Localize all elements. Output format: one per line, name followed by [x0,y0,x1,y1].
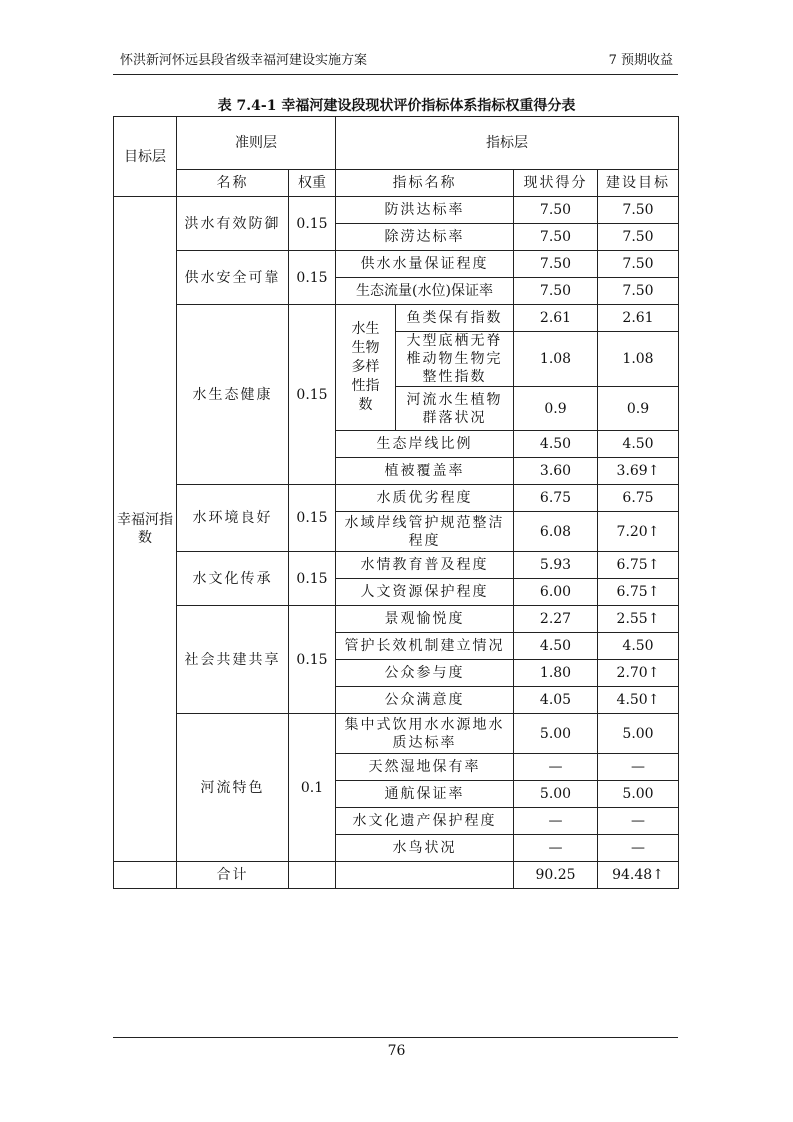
header-row-1 [114,117,679,170]
indicator-name: 水文化遗产保护程度 [336,808,514,835]
criteria-weight: 0.15 [289,197,336,251]
indicator-name: 集中式饮用水水源地水质达标率 [336,714,514,754]
current-score: 4.50 [514,431,598,458]
target-value: 1.08 [598,332,679,387]
criteria-weight: 0.15 [289,606,336,714]
current-score: 2.61 [514,305,598,332]
target-value: 7.50 [598,251,679,278]
target-value: 7.50 [598,197,679,224]
total-empty-cell [114,862,177,889]
current-score: 6.08 [514,512,598,552]
current-score: 5.00 [514,714,598,754]
header-rule [113,74,678,75]
table-row [114,251,679,278]
indicator-name: 人文资源保护程度 [336,579,514,606]
indicator-name: 河流水生植物群落状况 [396,387,514,431]
target-value: 5.00 [598,781,679,808]
target-value: 0.9 [598,387,679,431]
current-score: 7.50 [514,224,598,251]
header-indicator-name: 指标名称 [336,170,514,197]
indicator-weight-table [113,116,679,889]
current-score: 7.50 [514,278,598,305]
target-value: 2.70↑ [598,660,679,687]
current-score: 7.50 [514,251,598,278]
criteria-name: 供水安全可靠 [177,251,289,305]
indicator-name: 防洪达标率 [336,197,514,224]
indicator-name: 公众参与度 [336,660,514,687]
criteria-weight: 0.15 [289,485,336,552]
indicator-name: 水域岸线管护规范整洁程度 [336,512,514,552]
total-current-score: 90.25 [514,862,598,889]
total-label: 合计 [177,862,289,889]
running-header-title: 怀洪新河怀远县段省级幸福河建设实施方案 [120,53,368,68]
current-score: 6.00 [514,579,598,606]
indicator-name: 大型底栖无脊椎动物生物完整性指数 [396,332,514,387]
current-score: — [514,808,598,835]
header-target-value: 建设目标 [598,170,679,197]
current-score: — [514,835,598,862]
current-score: 4.50 [514,633,598,660]
indicator-name: 水情教育普及程度 [336,552,514,579]
current-score: 5.00 [514,781,598,808]
header-current-score: 现状得分 [514,170,598,197]
criteria-name: 水文化传承 [177,552,289,606]
table-row [114,485,679,512]
target-value: 7.50 [598,224,679,251]
sub-indicator-label: 水生生物多样性指数 [351,321,380,413]
criteria-weight: 0.1 [289,714,336,862]
criteria-weight: 0.15 [289,552,336,606]
current-score: 1.08 [514,332,598,387]
indicator-name: 供水水量保证程度 [336,251,514,278]
target-value: 5.00 [598,714,679,754]
total-row [114,862,679,889]
current-score: 2.27 [514,606,598,633]
target-layer-cell: 幸福河指数 [114,197,177,862]
indicator-name: 公众满意度 [336,687,514,714]
indicator-name: 植被覆盖率 [336,458,514,485]
target-value: 4.50↑ [598,687,679,714]
header-name: 名称 [177,170,289,197]
target-value: 7.20↑ [598,512,679,552]
indicator-name: 管护长效机制建立情况 [336,633,514,660]
target-value: 6.75↑ [598,552,679,579]
criteria-name: 河流特色 [177,714,289,862]
target-value: 4.50 [598,633,679,660]
current-score: 0.9 [514,387,598,431]
table-row [114,305,679,332]
header-criteria-layer: 准则层 [177,117,336,170]
total-empty-cell [336,862,514,889]
header-weight: 权重 [289,170,336,197]
criteria-name: 水生态健康 [177,305,289,485]
indicator-name: 水质优劣程度 [336,485,514,512]
target-value: 6.75 [598,485,679,512]
current-score: 6.75 [514,485,598,512]
target-value: — [598,835,679,862]
header-row-2 [114,170,679,197]
current-score: 4.05 [514,687,598,714]
indicator-name: 天然湿地保有率 [336,754,514,781]
criteria-name: 水环境良好 [177,485,289,552]
table-row [114,197,679,224]
indicator-name: 除涝达标率 [336,224,514,251]
indicator-name: 生态流量(水位)保证率 [336,278,514,305]
table-row [114,606,679,633]
target-value: 7.50 [598,278,679,305]
criteria-name: 洪水有效防御 [177,197,289,251]
current-score: 1.80 [514,660,598,687]
current-score: 5.93 [514,552,598,579]
target-value: 6.75↑ [598,579,679,606]
sub-indicator-group [336,305,396,431]
current-score: 3.60 [514,458,598,485]
header-target-layer: 目标层 [114,117,177,197]
running-header-chapter: 7 预期收益 [608,53,673,68]
indicator-name: 鱼类保有指数 [396,305,514,332]
table-row [114,552,679,579]
footer-rule [113,1037,678,1038]
current-score: 7.50 [514,197,598,224]
target-value: 4.50 [598,431,679,458]
criteria-weight: 0.15 [289,251,336,305]
criteria-weight: 0.15 [289,305,336,485]
page-number: 76 [387,1043,406,1059]
target-value: 3.69↑ [598,458,679,485]
total-empty-cell [289,862,336,889]
table-caption: 表 7.4-1 幸福河建设段现状评价指标体系指标权重得分表 [217,98,576,114]
current-score: — [514,754,598,781]
criteria-name: 社会共建共享 [177,606,289,714]
total-target-value: 94.48↑ [598,862,679,889]
target-value: 2.55↑ [598,606,679,633]
indicator-name: 通航保证率 [336,781,514,808]
target-value: — [598,808,679,835]
header-indicator-layer: 指标层 [336,117,679,170]
indicator-name: 生态岸线比例 [336,431,514,458]
indicator-name: 景观愉悦度 [336,606,514,633]
table-row [114,714,679,754]
target-value: — [598,754,679,781]
target-value: 2.61 [598,305,679,332]
indicator-name: 水鸟状况 [336,835,514,862]
